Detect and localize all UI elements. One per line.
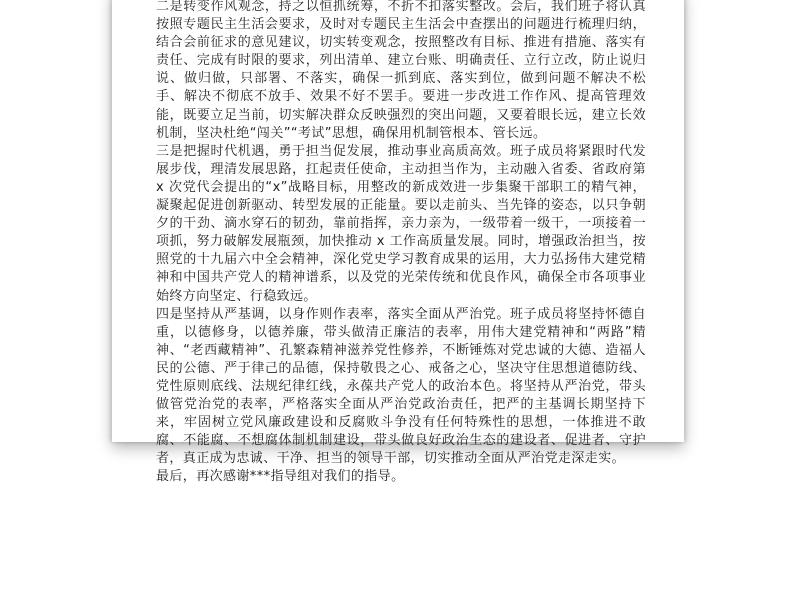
paragraph-seize-opportunity: 三是把握时代机遇，勇于担当促发展，推动事业高质高效。班子成员将紧跟时代发展步伐，理清发展思路，扛起责任使命，主动担当作为，主动融入省委、省政府第 x 次党代会提出的“x”战略目标，用整改的新成效进一步集聚干部职工的精气神，凝聚起促进创新驱动、转型发展的正能量。要以走前头、当先锋的姿态，以只争朝夕的干劲、滴水穿石的韧劲，靠前指挥，亲力亲为，一级带着一级干，一项接着一项抓，努力破解发展瓶颈，加快推动 x 工作高质量发展。同时，增强政治担当，按照党的十九届六中全会精神，深化党史学习教育成果的运用，大力弘扬伟大建党精神和中国共产党人的精神谱系，以及党的光荣传统和优良作风，确保全市各项事业始终方向坚定、行稳致远。 bbox=[156, 143, 646, 304]
document-page bbox=[112, 0, 684, 485]
document-body bbox=[156, 0, 646, 487]
paragraph-strict-governance: 四是坚持从严基调，以身作则作表率，落实全面从严治党。班子成员将坚持怀德自重，以德修身，以德养廉，带头做清正廉洁的表率，用伟大建党精神和“两路”精神、“老西藏精神”、孔繁森精神滋养党性修养，不断锤炼对党忠诚的大德、造福人民的公德、严于律己的品德，保持敬畏之心、戒备之心，坚决守住思想道德防线、党性原则底线、法规纪律红线，永葆共产党人的政治本色。将坚持从严治党，带头做管党治党的表率，严格落实全面从严治党政治责任，把严的主基调长期坚持下来，牢固树立党风廉政建设和反腐败斗争没有任何特殊性的思想，一体推进不敢腐、不能腐、不想腐体制机制建设，带头做良好政治生态的建设者、促进者、守护者，真正成为忠诚、干净、担当的领导干部，切实推动全面从严治党走深走实。 bbox=[156, 306, 646, 467]
paragraph-rectify-style: 二是转变作风观念，持之以恒抓统筹，不折不扣落实整改。会后，我们班子将认真按照专题民主生活会要求，及时对专题民主生活会中查摆出的问题进行梳理归纳，结合会前征求的意见建议，切实转变观念，按照整改有目标、推进有措施、落实有责任、完成有时限的要求，列出清单、建立台账、明确责任、立行立改，防止说归说、做归做，只部署、不落实，确保一抓到底、落实到位，做到问题不解决不松手、解决不彻底不放手、效果不好不罢手。要进一步改进工作作风、提高管理效能，既要立足当前，切实解决群众反映强烈的突出问题，又要着眼长远，建立长效机制，坚决杜绝“闯关”“考试”思想，确保用机制管根本、管长远。 bbox=[156, 0, 646, 141]
paragraph-closing-thanks: 最后，再次感谢***指导组对我们的指导。 bbox=[156, 469, 405, 485]
